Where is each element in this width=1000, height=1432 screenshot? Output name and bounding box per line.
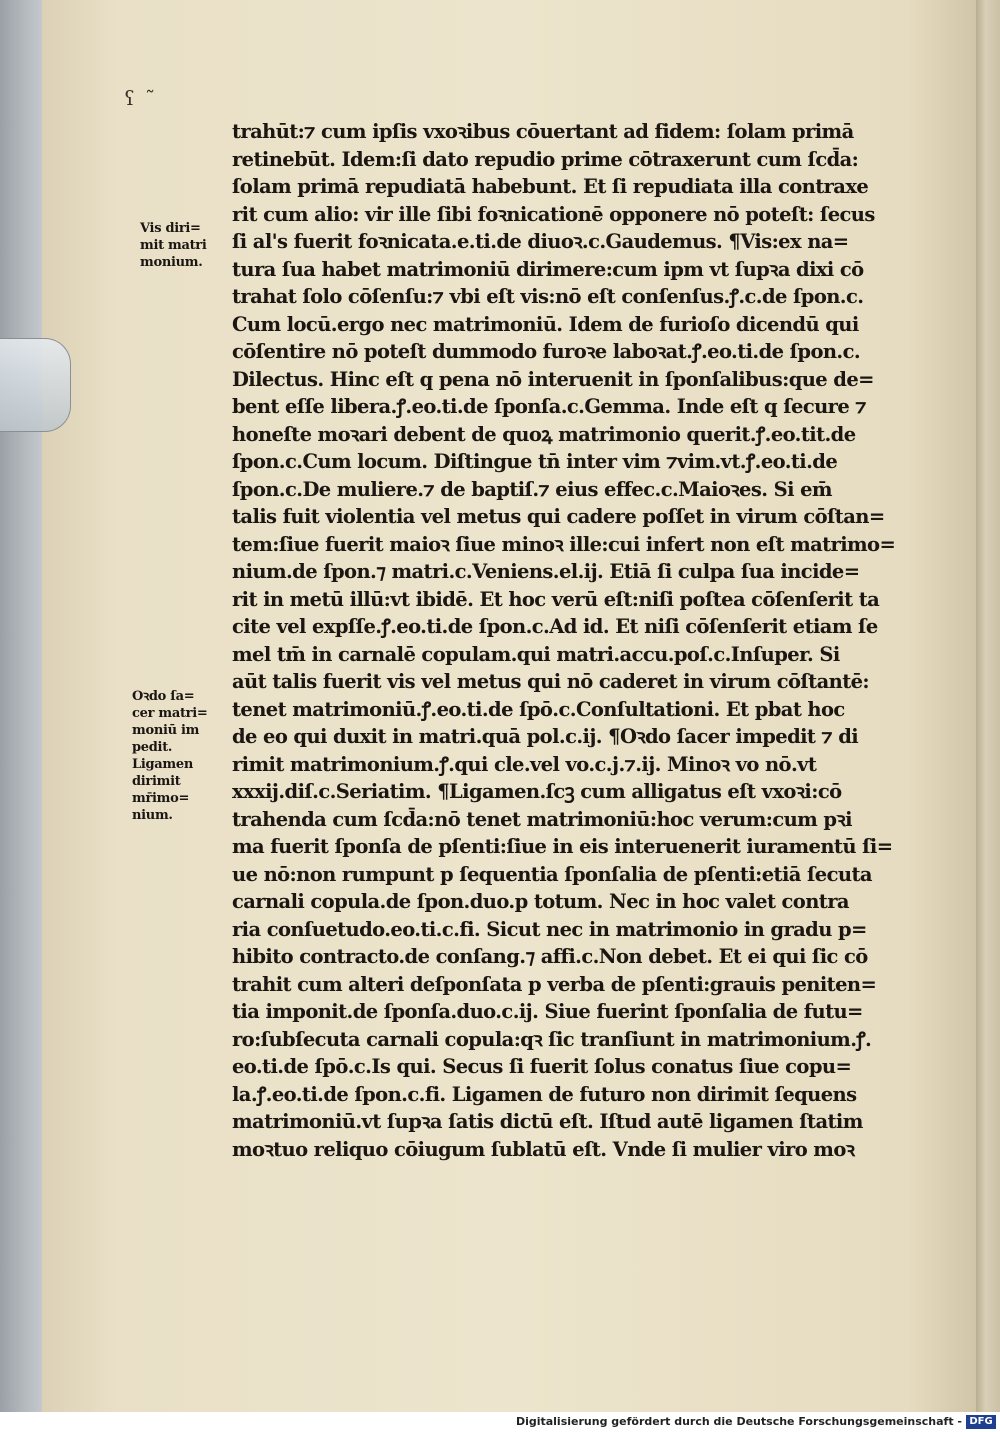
text-line: rit cum alio: vir ille ſibi foꝛnicationē opponere nō poteſt: ſecus: [232, 202, 875, 226]
text-line: hibito contracto.de conſang.⁊ affi.c.Non debet. Et ei qui ſic cō: [232, 945, 868, 968]
text-line: rimit matrimonium.ꝭ.qui cle.vel vo.c.j.⁊.ij. Minoꝛ vo nō.vt: [232, 752, 817, 776]
text-line: ma fuerit ſponſa de pſenti:ſiue in eis interuenerit iuramentū ſi=: [232, 835, 893, 858]
margin-note-line: moniū im: [132, 723, 200, 738]
margin-note-vis: [140, 220, 207, 271]
footer-credit: Digitalisierung gefördert durch die Deutsche Forschungsgemeinschaft -: [515, 1415, 962, 1428]
dfg-logo: DFG: [966, 1415, 996, 1429]
margin-note-line: mit matri: [140, 238, 207, 253]
text-line: trahūt:⁊ cum ipſis vxoꝛibus cōuertant ad fidem: ſolam primā: [232, 120, 854, 143]
text-line: moꝛtuo reliquo cōiugum ſublatū eſt. Vnde ſi mulier viro moꝛ: [232, 1137, 855, 1161]
text-line: trahenda cum ſcd̄a:nō tenet matrimoniū:hoc verum:cum pꝛi: [232, 807, 852, 831]
text-line: eo.ti.de ſpō.c.Is qui. Secus ſi fuerit ſolus conatus ſiue copu=: [232, 1055, 852, 1078]
margin-note-line: monium.: [140, 255, 203, 270]
margin-note-ordo: [132, 688, 207, 824]
text-line: retinebūt. Idem:ſi dato repudio prime cōtraxerunt cum ſcd̄a:: [232, 147, 859, 171]
margin-note-line: dirimit: [132, 774, 181, 789]
text-line: ſi al's fuerit foꝛnicata.e.ti.de diuoꝛ.c.Gaudemus. ¶Vis:ex na=: [232, 230, 849, 253]
main-text-block: [232, 118, 912, 1163]
margin-note-line: Oꝛdo ſa=: [132, 689, 195, 704]
next-page-edge: [976, 0, 1000, 1412]
text-line: tenet matrimoniū.ꝭ.eo.ti.de ſpō.c.Conſultationi. Et pbat hoc: [232, 697, 845, 721]
text-line: Cum locū.ergo nec matrimoniū. Idem de furioſo dicendū qui: [232, 312, 859, 336]
text-line: la.ꝭ.eo.ti.de ſpon.c.fi. Ligamen de futuro non dirimit ſequens: [232, 1082, 857, 1106]
text-line: cite vel expſſe.ꝭ.eo.ti.de ſpon.c.Ad id. Et niſi cōſenſerit etiam ſe: [232, 615, 878, 638]
text-line: aūt talis fuerit vis vel metus qui nō caderet in virum cōſtantē:: [232, 670, 870, 693]
text-line: Dilectus. Hinc eſt q pena nō interuenit in ſponſalibus:que de=: [232, 367, 874, 391]
text-line: rit in metū illū:vt ibidē. Et hoc verū eſt:niſi poſtea cōſenſerit ta: [232, 587, 880, 611]
text-line: honeſte moꝛari debent de quoꝝ matrimonio querit.ꝭ.eo.tit.de: [232, 422, 856, 446]
text-line: ria conſuetudo.eo.ti.c.fi. Sicut nec in matrimonio in gradu p=: [232, 917, 867, 941]
margin-note-line: Ligamen: [132, 757, 193, 772]
page-clip: [0, 338, 71, 432]
text-line: ſpon.c.De muliere.⁊ de baptiſ.⁊ eius effec.c.Maioꝛes. Si em̄: [232, 477, 832, 501]
text-line: matrimoniū.vt ſupꝛa ſatis dictū eſt. Iſtud autē ligamen ſtatim: [232, 1110, 863, 1133]
text-line: bent eſſe libera.ꝭ.eo.ti.de ſponſa.c.Gemma. Inde eſt q ſecure ⁊: [232, 395, 866, 418]
text-line: ſpon.c.Cum locum. Diſtingue tn̄ inter vim ⁊vim.vt.ꝭ.eo.ti.de: [232, 450, 838, 473]
margin-note-line: Vis diri=: [140, 221, 201, 236]
footer-bar: [0, 1412, 1000, 1432]
text-line: ſolam primā repudiatā habebunt. Et ſi repudiata illa contraxe: [232, 175, 869, 198]
text-line: talis fuit violentia vel metus qui cadere poſſet in virum cōſtan=: [232, 505, 885, 528]
text-line: tia imponit.de ſponſa.duo.c.ij. Siue fuerint ſponſalia de futu=: [232, 1000, 863, 1023]
backing-board: [0, 0, 44, 1412]
margin-note-line: cer matri=: [132, 706, 208, 721]
text-line: tura ſua habet matrimoniū dirimere:cum ipm vt ſupꝛa dixi cō: [232, 257, 864, 281]
text-line: trahat ſolo cōſenſu:⁊ vbi eſt vis:nō eſt conſenſus.ꝭ.c.de ſpon.c.: [232, 285, 864, 308]
text-line: trahit cum alteri deſponſata p verba de pſenti:grauis peniten=: [232, 972, 877, 996]
text-line: xxxij.diſ.c.Seriatim. ¶Ligamen.ſcꝫ cum alligatus eſt vxoꝛi:cō: [232, 780, 842, 803]
margin-note-line: nium.: [132, 808, 173, 823]
text-line: de eo qui duxit in matri.quā pol.c.ij. ¶Oꝛdo ſacer impedit ⁊ di: [232, 725, 859, 748]
text-line: carnali copula.de ſpon.duo.p totum. Nec in hoc valet contra: [232, 890, 849, 913]
text-line: cōſentire nō poteſt dummodo furoꝛe laboꝛat.ꝭ.eo.ti.de ſpon.c.: [232, 340, 861, 363]
text-line: nium.de ſpon.⁊ matri.c.Veniens.el.ij. Etiā ſi culpa ſua incide=: [232, 560, 860, 583]
margin-note-line: mr̄imo=: [132, 791, 190, 806]
text-line: ue nō:non rumpunt p ſequentia ſponſalia de pſenti:etiā ſecuta: [232, 862, 872, 886]
text-line: tem:ſiue fuerit maioꝛ ſiue minoꝛ ille:cui infert non eſt matrimo=: [232, 532, 896, 556]
text-line: ro:ſubſecuta carnali copula:qꝛ ſic tranſiunt in matrimonium.ꝭ.: [232, 1027, 872, 1051]
text-line: mel tm̄ in carnalē copulam.qui matri.accu.poſ.c.Inſuper. Si: [232, 642, 840, 666]
margin-note-line: pedit.: [132, 740, 173, 755]
page-corner-mark: ʕ ˜: [124, 86, 158, 110]
